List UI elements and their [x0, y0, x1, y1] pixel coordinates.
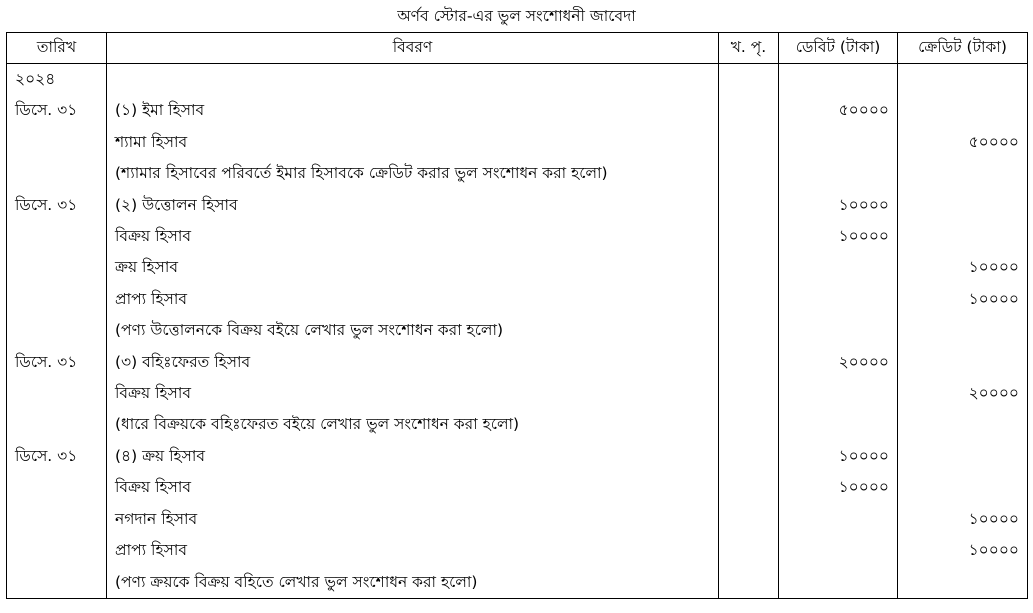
lf-cell: [719, 190, 779, 221]
debit-cell: [779, 158, 898, 189]
header-lf: খ. পৃ.: [719, 33, 779, 64]
date-cell: [7, 158, 107, 189]
lf-cell: [719, 284, 779, 315]
particulars-cell: (৪) ক্রয় হিসাব: [107, 441, 719, 472]
debit-cell: [779, 567, 898, 599]
table-row: [7, 441, 1028, 472]
table-row: [7, 95, 1028, 126]
header-credit: ক্রেডিট (টাকা): [898, 33, 1028, 64]
lf-cell: [719, 95, 779, 126]
particulars-cell: বিক্রয় হিসাব: [107, 378, 719, 409]
lf-cell: [719, 441, 779, 472]
date-cell: [7, 315, 107, 346]
table-row: [7, 378, 1028, 409]
table-row: [7, 127, 1028, 158]
correction-journal-table: [6, 32, 1028, 599]
credit-cell: [898, 315, 1028, 346]
date-cell: [7, 127, 107, 158]
lf-cell: [719, 378, 779, 409]
debit-cell: [779, 504, 898, 535]
credit-cell: ২০০০০: [898, 378, 1028, 409]
particulars-cell: (৩) বহিঃফেরত হিসাব: [107, 347, 719, 378]
particulars-cell: শ্যামা হিসাব: [107, 127, 719, 158]
table-row: [7, 284, 1028, 315]
credit-cell: [898, 441, 1028, 472]
particulars-cell: প্রাপ্য হিসাব: [107, 284, 719, 315]
date-cell: ২০২৪: [7, 64, 107, 96]
particulars-cell: প্রাপ্য হিসাব: [107, 535, 719, 566]
table-row: [7, 409, 1028, 440]
credit-cell: [898, 95, 1028, 126]
date-cell: ডিসে. ৩১: [7, 441, 107, 472]
lf-cell: [719, 158, 779, 189]
table-row: [7, 347, 1028, 378]
debit-cell: ১০০০০: [779, 221, 898, 252]
lf-cell: [719, 315, 779, 346]
credit-cell: [898, 409, 1028, 440]
credit-cell: ১০০০০: [898, 535, 1028, 566]
date-cell: [7, 409, 107, 440]
table-row: [7, 504, 1028, 535]
particulars-cell: (পণ্য উত্তোলনকে বিক্রয় বইয়ে লেখার ভুল সংশোধন করা হলো): [107, 315, 719, 346]
particulars-cell: বিক্রয় হিসাব: [107, 221, 719, 252]
credit-cell: [898, 472, 1028, 503]
particulars-cell: (পণ্য ক্রয়কে বিক্রয় বহিতে লেখার ভুল সংশোধন করা হলো): [107, 567, 719, 599]
table-row: [7, 315, 1028, 346]
table-row: [7, 472, 1028, 503]
table-row: [7, 567, 1028, 599]
lf-cell: [719, 347, 779, 378]
debit-cell: [779, 535, 898, 566]
date-cell: ডিসে. ৩১: [7, 190, 107, 221]
lf-cell: [719, 127, 779, 158]
date-cell: [7, 472, 107, 503]
table-row: [7, 64, 1028, 96]
lf-cell: [719, 252, 779, 283]
credit-cell: ১০০০০: [898, 252, 1028, 283]
debit-cell: ১০০০০: [779, 472, 898, 503]
lf-cell: [719, 472, 779, 503]
date-cell: [7, 284, 107, 315]
credit-cell: [898, 64, 1028, 96]
debit-cell: ১০০০০: [779, 441, 898, 472]
date-cell: [7, 535, 107, 566]
credit-cell: ৫০০০০: [898, 127, 1028, 158]
date-cell: [7, 378, 107, 409]
journal-title: অর্ণব স্টোর-এর ভুল সংশোধনী জাবেদা: [397, 7, 636, 25]
lf-cell: [719, 504, 779, 535]
credit-cell: ১০০০০: [898, 504, 1028, 535]
lf-cell: [719, 221, 779, 252]
particulars-cell: (২) উত্তোলন হিসাব: [107, 190, 719, 221]
debit-cell: [779, 127, 898, 158]
lf-cell: [719, 409, 779, 440]
date-cell: [7, 567, 107, 599]
debit-cell: [779, 378, 898, 409]
table-row: [7, 190, 1028, 221]
debit-cell: ২০০০০: [779, 347, 898, 378]
table-body: [7, 64, 1028, 599]
credit-cell: [898, 221, 1028, 252]
particulars-cell: (ধারে বিক্রয়কে বহিঃফেরত বইয়ে লেখার ভুল সংশোধন করা হলো): [107, 409, 719, 440]
credit-cell: [898, 347, 1028, 378]
lf-cell: [719, 535, 779, 566]
header-debit: ডেবিট (টাকা): [779, 33, 898, 64]
table-header-row: [7, 33, 1028, 64]
table-row: [7, 535, 1028, 566]
date-cell: [7, 252, 107, 283]
header-particulars: বিবরণ: [107, 33, 719, 64]
table-row: [7, 252, 1028, 283]
debit-cell: [779, 315, 898, 346]
particulars-cell: [107, 64, 719, 96]
date-cell: [7, 221, 107, 252]
debit-cell: [779, 284, 898, 315]
particulars-cell: ক্রয় হিসাব: [107, 252, 719, 283]
debit-cell: [779, 409, 898, 440]
credit-cell: [898, 158, 1028, 189]
lf-cell: [719, 567, 779, 599]
header-date: তারিখ: [7, 33, 107, 64]
particulars-cell: (১) ইমা হিসাব: [107, 95, 719, 126]
debit-cell: [779, 252, 898, 283]
particulars-cell: (শ্যামার হিসাবের পরিবর্তে ইমার হিসাবকে ক্রেডিট করার ভুল সংশোধন করা হলো): [107, 158, 719, 189]
date-cell: ডিসে. ৩১: [7, 347, 107, 378]
debit-cell: ৫০০০০: [779, 95, 898, 126]
debit-cell: ১০০০০: [779, 190, 898, 221]
particulars-cell: নগদান হিসাব: [107, 504, 719, 535]
table-row: [7, 158, 1028, 189]
credit-cell: ১০০০০: [898, 284, 1028, 315]
table-row: [7, 221, 1028, 252]
particulars-cell: বিক্রয় হিসাব: [107, 472, 719, 503]
debit-cell: [779, 64, 898, 96]
date-cell: ডিসে. ৩১: [7, 95, 107, 126]
date-cell: [7, 504, 107, 535]
lf-cell: [719, 64, 779, 96]
credit-cell: [898, 567, 1028, 599]
credit-cell: [898, 190, 1028, 221]
